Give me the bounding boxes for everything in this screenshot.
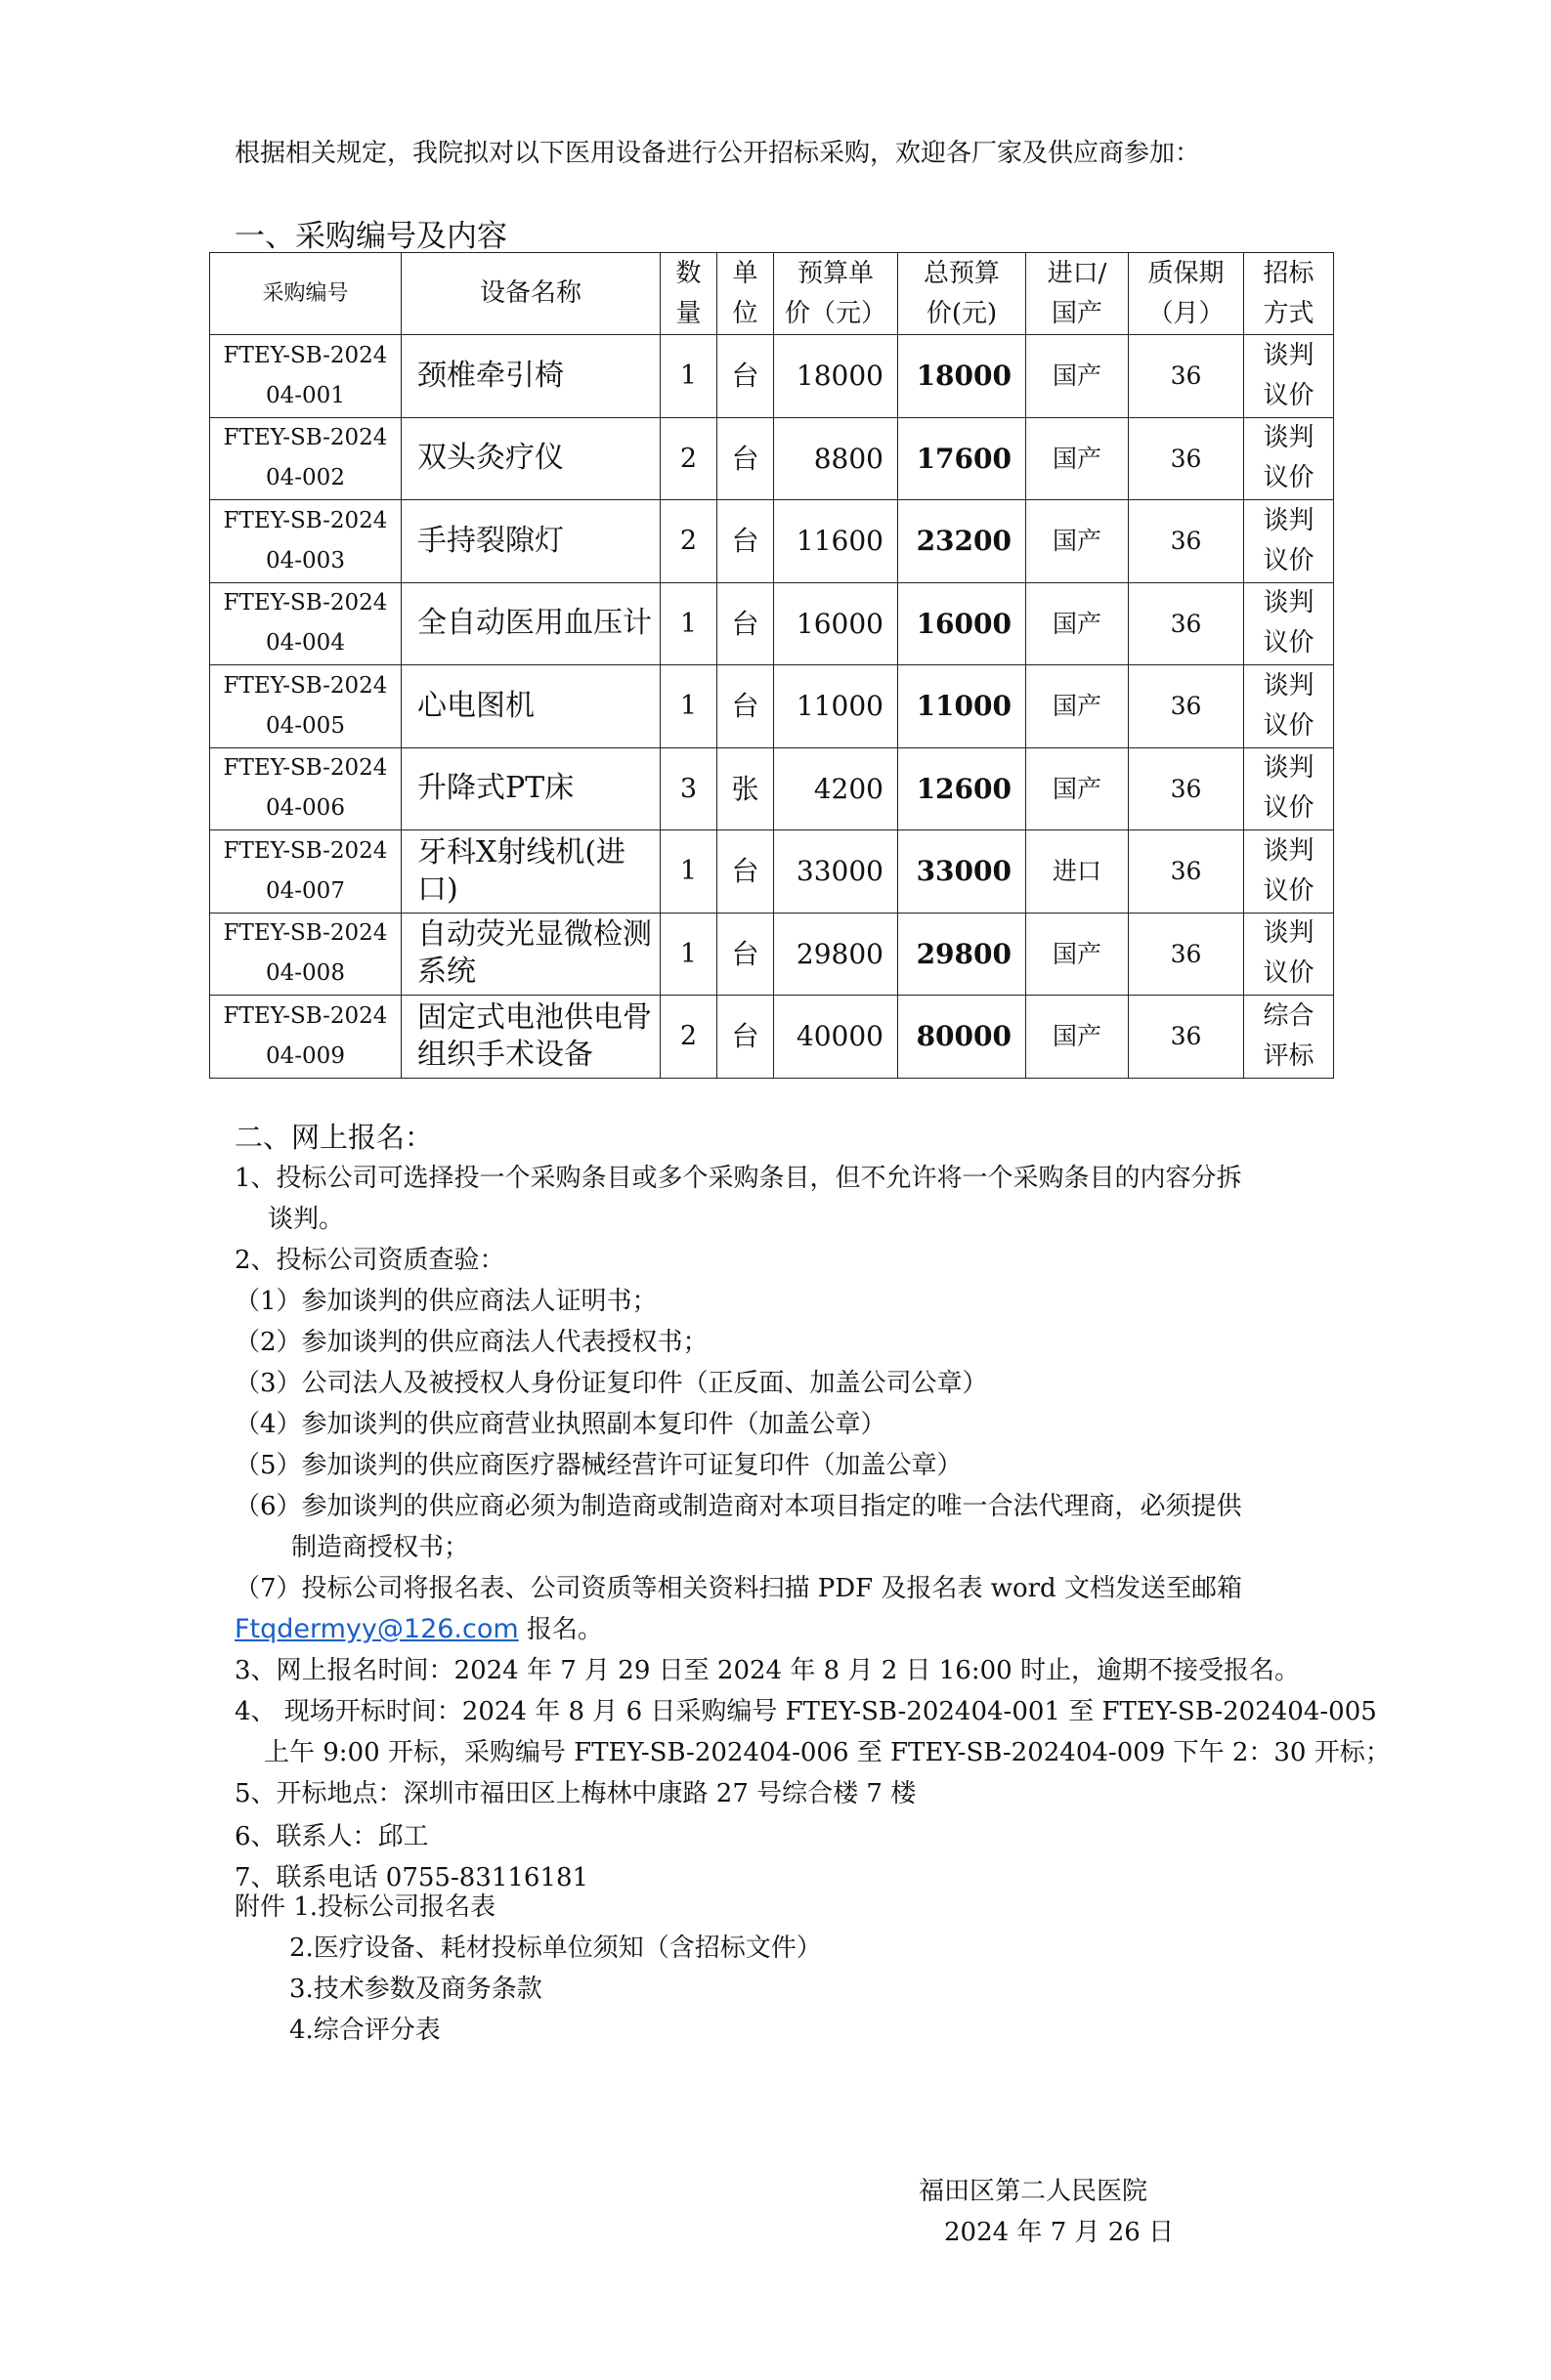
signature-org: 福田区第二人民医院 — [919, 2177, 1148, 2206]
cell-total: 17600 — [898, 417, 1026, 500]
cell-origin: 国产 — [1026, 665, 1129, 748]
cell-warranty: 36 — [1129, 417, 1244, 500]
cell-unit: 台 — [717, 335, 774, 418]
sub-item-7: （7）投标公司将报名表、公司资质等相关资料扫描 PDF 及报名表 word 文档发送至邮箱 — [235, 1574, 1242, 1603]
cell-price: 11000 — [774, 665, 898, 748]
cell-method: 谈判 议价 — [1244, 830, 1334, 914]
cell-total: 11000 — [898, 665, 1026, 748]
header-total: 总预算 价(元) — [898, 253, 1026, 335]
header-name: 设备名称 — [402, 253, 661, 335]
cell-warranty: 36 — [1129, 913, 1244, 996]
attachment-3: 3.技术参数及商务条款 — [289, 1975, 542, 2004]
item-3: 3、网上报名时间：2024 年 7 月 29 日至 2024 年 8 月 2 日 16:00 时止，逾期不接受报名。 — [235, 1656, 1300, 1685]
cell-unit: 台 — [717, 996, 774, 1079]
cell-total: 29800 — [898, 913, 1026, 996]
cell-qty: 2 — [661, 500, 717, 583]
cell-method: 谈判 议价 — [1244, 335, 1334, 418]
cell-name: 双头灸疗仪 — [402, 417, 661, 500]
cell-origin: 国产 — [1026, 582, 1129, 665]
cell-qty: 1 — [661, 335, 717, 418]
item-2: 2、投标公司资质查验： — [235, 1246, 505, 1275]
table-row — [210, 500, 1334, 583]
sub-item-7-continued: Ftqdermyy@126.com 报名。 — [235, 1614, 603, 1644]
cell-method: 谈判 议价 — [1244, 747, 1334, 830]
cell-warranty: 36 — [1129, 500, 1244, 583]
cell-origin: 国产 — [1026, 335, 1129, 418]
cell-price: 16000 — [774, 582, 898, 665]
table-header-row — [210, 253, 1334, 335]
cell-name: 自动荧光显微检测系统 — [402, 913, 661, 996]
cell-name: 心电图机 — [402, 665, 661, 748]
cell-price: 4200 — [774, 747, 898, 830]
cell-name: 牙科X射线机(进口) — [402, 830, 661, 914]
table-row — [210, 913, 1334, 996]
cell-warranty: 36 — [1129, 582, 1244, 665]
attachment-1: 附件 1.投标公司报名表 — [235, 1892, 496, 1922]
header-method: 招标 方式 — [1244, 253, 1334, 335]
cell-code: FTEY-SB-2024 04-006 — [210, 747, 402, 830]
sub-item-6-continued: 制造商授权书； — [291, 1533, 470, 1562]
item-4-continued: 上午 9:00 开标，采购编号 FTEY-SB-202404-006 至 FTEY-SB-202404-009 下午 2：30 开标； — [264, 1738, 1391, 1767]
cell-code: FTEY-SB-2024 04-002 — [210, 417, 402, 500]
header-origin: 进口/ 国产 — [1026, 253, 1129, 335]
cell-code: FTEY-SB-2024 04-005 — [210, 665, 402, 748]
cell-origin: 国产 — [1026, 747, 1129, 830]
cell-total: 12600 — [898, 747, 1026, 830]
table-row — [210, 582, 1334, 665]
cell-unit: 台 — [717, 830, 774, 914]
item-4: 4、 现场开标时间：2024 年 8 月 6 日采购编号 FTEY-SB-202404-001 至 FTEY-SB-202404-005 — [235, 1697, 1377, 1726]
cell-name: 颈椎牵引椅 — [402, 335, 661, 418]
cell-method: 谈判 议价 — [1244, 417, 1334, 500]
cell-origin: 国产 — [1026, 996, 1129, 1079]
sub-item-2: （2）参加谈判的供应商法人代表授权书； — [235, 1328, 709, 1357]
attachment-4: 4.综合评分表 — [289, 2016, 441, 2045]
cell-code: FTEY-SB-2024 04-001 — [210, 335, 402, 418]
cell-total: 80000 — [898, 996, 1026, 1079]
cell-origin: 国产 — [1026, 913, 1129, 996]
cell-unit: 台 — [717, 913, 774, 996]
signature-date: 2024 年 7 月 26 日 — [944, 2218, 1175, 2247]
item-7: 7、联系电话 0755-83116181 — [235, 1863, 589, 1892]
cell-price: 8800 — [774, 417, 898, 500]
cell-code: FTEY-SB-2024 04-007 — [210, 830, 402, 914]
header-qty: 数 量 — [661, 253, 717, 335]
header-warranty: 质保期 （月） — [1129, 253, 1244, 335]
table-row — [210, 665, 1334, 748]
cell-price: 18000 — [774, 335, 898, 418]
cell-qty: 1 — [661, 830, 717, 914]
cell-warranty: 36 — [1129, 665, 1244, 748]
email-link[interactable]: Ftqdermyy@126.com — [235, 1614, 519, 1644]
cell-total: 18000 — [898, 335, 1026, 418]
cell-total: 23200 — [898, 500, 1026, 583]
item-6: 6、联系人：邱工 — [235, 1822, 429, 1851]
cell-name: 固定式电池供电骨组织手术设备 — [402, 996, 661, 1079]
cell-code: FTEY-SB-2024 04-009 — [210, 996, 402, 1079]
sub-item-3: （3）公司法人及被授权人身份证复印件（正反面、加盖公司公章） — [235, 1369, 988, 1398]
cell-price: 11600 — [774, 500, 898, 583]
cell-name: 升降式PT床 — [402, 747, 661, 830]
cell-warranty: 36 — [1129, 830, 1244, 914]
cell-method: 综合 评标 — [1244, 996, 1334, 1079]
cell-total: 33000 — [898, 830, 1026, 914]
cell-name: 手持裂隙灯 — [402, 500, 661, 583]
header-price: 预算单 价（元） — [774, 253, 898, 335]
cell-unit: 台 — [717, 417, 774, 500]
cell-price: 33000 — [774, 830, 898, 914]
cell-qty: 1 — [661, 913, 717, 996]
cell-origin: 国产 — [1026, 500, 1129, 583]
cell-method: 谈判 议价 — [1244, 500, 1334, 583]
cell-qty: 3 — [661, 747, 717, 830]
cell-qty: 1 — [661, 665, 717, 748]
cell-warranty: 36 — [1129, 747, 1244, 830]
section1-title: 一、采购编号及内容 — [235, 219, 507, 254]
sub-item-5: （5）参加谈判的供应商医疗器械经营许可证复印件（加盖公章） — [235, 1451, 963, 1480]
item-1-continued: 谈判。 — [268, 1205, 345, 1234]
header-unit: 单 位 — [717, 253, 774, 335]
cell-code: FTEY-SB-2024 04-004 — [210, 582, 402, 665]
cell-origin: 进口 — [1026, 830, 1129, 914]
cell-qty: 2 — [661, 996, 717, 1079]
table-row — [210, 830, 1334, 914]
table-row — [210, 747, 1334, 830]
cell-code: FTEY-SB-2024 04-008 — [210, 913, 402, 996]
cell-name: 全自动医用血压计 — [402, 582, 661, 665]
item-1: 1、投标公司可选择投一个采购条目或多个采购条目，但不允许将一个采购条目的内容分拆 — [235, 1164, 1242, 1193]
table-row — [210, 417, 1334, 500]
sub-item-6: （6）参加谈判的供应商必须为制造商或制造商对本项目指定的唯一合法代理商，必须提供 — [235, 1492, 1242, 1521]
cell-method: 谈判 议价 — [1244, 582, 1334, 665]
cell-total: 16000 — [898, 582, 1026, 665]
section2-title: 二、网上报名： — [235, 1121, 434, 1154]
intro-text: 根据相关规定，我院拟对以下医用设备进行公开招标采购，欢迎各厂家及供应商参加： — [235, 139, 1201, 168]
sub-item-1: （1）参加谈判的供应商法人证明书； — [235, 1287, 658, 1316]
attachment-2: 2.医疗设备、耗材投标单位须知（含招标文件） — [289, 1934, 822, 1963]
item-5: 5、开标地点：深圳市福田区上梅林中康路 27 号综合楼 7 楼 — [235, 1779, 917, 1808]
procurement-table — [209, 252, 1334, 1079]
cell-unit: 张 — [717, 747, 774, 830]
cell-origin: 国产 — [1026, 417, 1129, 500]
cell-price: 40000 — [774, 996, 898, 1079]
header-code: 采购编号 — [210, 253, 402, 335]
cell-method: 谈判 议价 — [1244, 665, 1334, 748]
cell-unit: 台 — [717, 665, 774, 748]
cell-warranty: 36 — [1129, 996, 1244, 1079]
table-row — [210, 996, 1334, 1079]
cell-unit: 台 — [717, 582, 774, 665]
table-row — [210, 335, 1334, 418]
cell-unit: 台 — [717, 500, 774, 583]
cell-warranty: 36 — [1129, 335, 1244, 418]
cell-qty: 1 — [661, 582, 717, 665]
cell-price: 29800 — [774, 913, 898, 996]
cell-method: 谈判 议价 — [1244, 913, 1334, 996]
cell-qty: 2 — [661, 417, 717, 500]
sub-item-4: （4）参加谈判的供应商营业执照副本复印件（加盖公章） — [235, 1410, 886, 1439]
cell-code: FTEY-SB-2024 04-003 — [210, 500, 402, 583]
